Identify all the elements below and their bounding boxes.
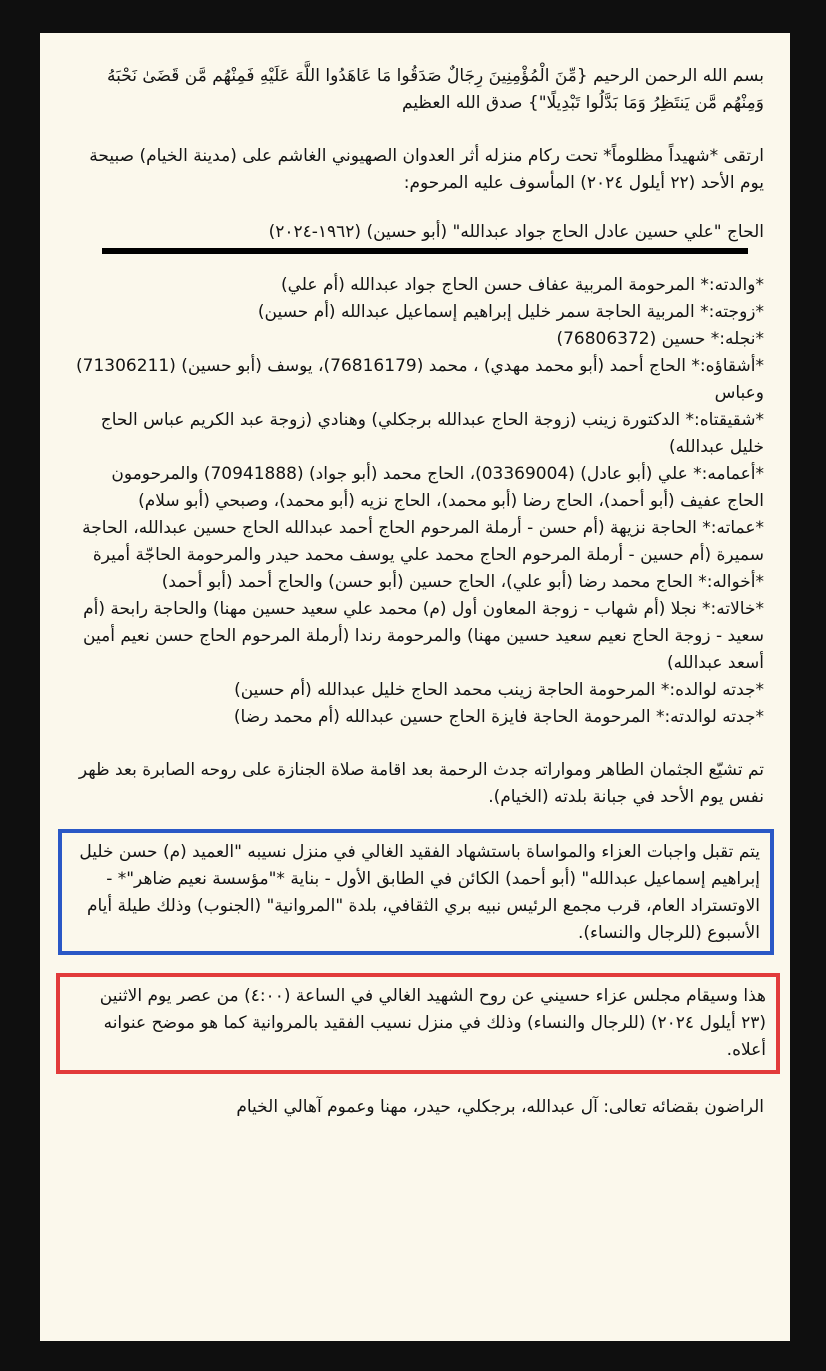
relative-paternal-aunts: *عماته:* الحاجة نزيهة (أم حسن - أرملة المرحوم الحاج أحمد عبدالله الحاج حسين عبدالله، الحاجة سميرة (أم حسين - أرملة المرحوم الحاج محمد علي يوسف محمد حيدر والمرحومة الحاجّة أميرة [82, 518, 764, 565]
majlis-box [56, 973, 780, 1074]
relative-son: *نجله:* حسين (76806372) [556, 329, 764, 349]
relative-paternal-uncles: *أعمامه:* علي (أبو عادل) (03369004)، الحاج محمد (أبو جواد) (70941888) والمرحومون الحاج عفيف (أبو أحمد)، الحاج رضا (أبو محمد)، الحاج نزيه (أبو محمد)، وصبحي (أبو سلام) [111, 464, 764, 511]
relative-wife: *زوجته:* المربية الحاجة سمر خليل إبراهيم إسماعيل عبدالله (أم حسين) [257, 302, 764, 322]
obituary-paper [40, 33, 790, 1341]
obituary-content [40, 33, 790, 1341]
funeral-paragraph: تم تشيّع الجثمان الطاهر ومواراته جدث الرحمة بعد اقامة صلاة الجنازة على روحه الصابرة بعد ظهر نفس يوم الأحد في جبانة بلدته (الخيام). [78, 760, 764, 807]
condolences-paragraph: يتم تقبل واجبات العزاء والمواساة باستشهاد الفقيد الغالي في منزل نسيبه "العميد (م) حسن خليل إبراهيم إسماعيل عبدالله" (أبو أحمد) الكائن في الطابق الأول - بناية *"مؤسسة نعيم ضاهر"* - الاوتستراد العام، قرب مجمع الرئيس نبيه بري الثقافي، بلدة "المروانية" (الجنوب) وذلك طيلة أيام الأسبوع (للرجال والنساء). [79, 842, 760, 943]
relatives-list [70, 272, 764, 731]
name-underline [102, 248, 748, 254]
relative-paternal-grandmother: *جدته لوالده:* المرحومة الحاجة زينب محمد الحاج خليل عبدالله (أم حسين) [234, 680, 764, 700]
signoff-line: الراضون بقضائه تعالى: آل عبدالله، برجكلي، حيدر، مهنا وعموم آهالي الخيام [236, 1097, 764, 1117]
intro-paragraph: ارتقى *شهيداً مظلوماً* تحت ركام منزله أثر العدوان الصهيوني الغاشم على (مدينة الخيام) صبيحة يوم الأحد (٢٢ أيلول ٢٠٢٤) المأسوف عليه المرحوم: [89, 146, 764, 193]
basmala-verse: بسم الله الرحمن الرحيم {مِّنَ الْمُؤْمِنِينَ رِجَالٌ صَدَقُوا مَا عَاهَدُوا اللَّهَ عَلَيْهِ فَمِنْهُم مَّن قَضَىٰ نَحْبَهُ وَمِنْهُم مَّن يَنتَظِرُ وَمَا بَدَّلُوا تَبْدِيلًا"} صدق الله العظيم [107, 66, 764, 113]
relative-maternal-aunts: *خالاته:* نجلا (أم شهاب - زوجة المعاون أول (م) محمد علي سعيد حسين مهنا) والحاجة رابحة (أم سعيد - زوجة الحاج نعيم سعيد حسين مهنا) والمرحومة رندا (أرملة المرحوم الحاج حسن نعيم أمين أسعد عبدالله) [83, 599, 764, 673]
relative-maternal-grandmother: *جدته لوالدته:* المرحومة الحاجة فايزة الحاج حسين عبدالله (أم محمد رضا) [233, 707, 764, 727]
condolences-box [58, 829, 774, 955]
relative-brothers: *أشقاؤه:* الحاج أحمد (أبو محمد مهدي) ، محمد (76816179)، يوسف (أبو حسين) (71306211) وعباس [76, 356, 764, 403]
relative-mother: *والدته:* المرحومة المربية عفاف حسن الحاج جواد عبدالله (أم علي) [280, 275, 764, 295]
majlis-paragraph: هذا وسيقام مجلس عزاء حسيني عن روح الشهيد الغالي في الساعة (٤:٠٠) من عصر يوم الاثنين (٢٣ أيلول ٢٠٢٤) (للرجال والنساء) وذلك في منزل نسيب الفقيد بالمروانية كما هو موضح عنوانه أعلاه. [99, 986, 766, 1060]
deceased-name: الحاج "علي حسين عادل الحاج جواد عبدالله" (أبو حسين) (١٩٦٢-٢٠٢٤) [268, 222, 764, 242]
relative-sisters: *شقيقتاه:* الدكتورة زينب (زوجة الحاج عبدالله برجكلي) وهنادي (زوجة عبد الكريم عباس الحاج خليل عبدالله) [100, 410, 764, 457]
relative-maternal-uncles: *أخواله:* الحاج محمد رضا (أبو علي)، الحاج حسين (أبو حسن) والحاج أحمد (أبو أحمد) [161, 572, 764, 592]
